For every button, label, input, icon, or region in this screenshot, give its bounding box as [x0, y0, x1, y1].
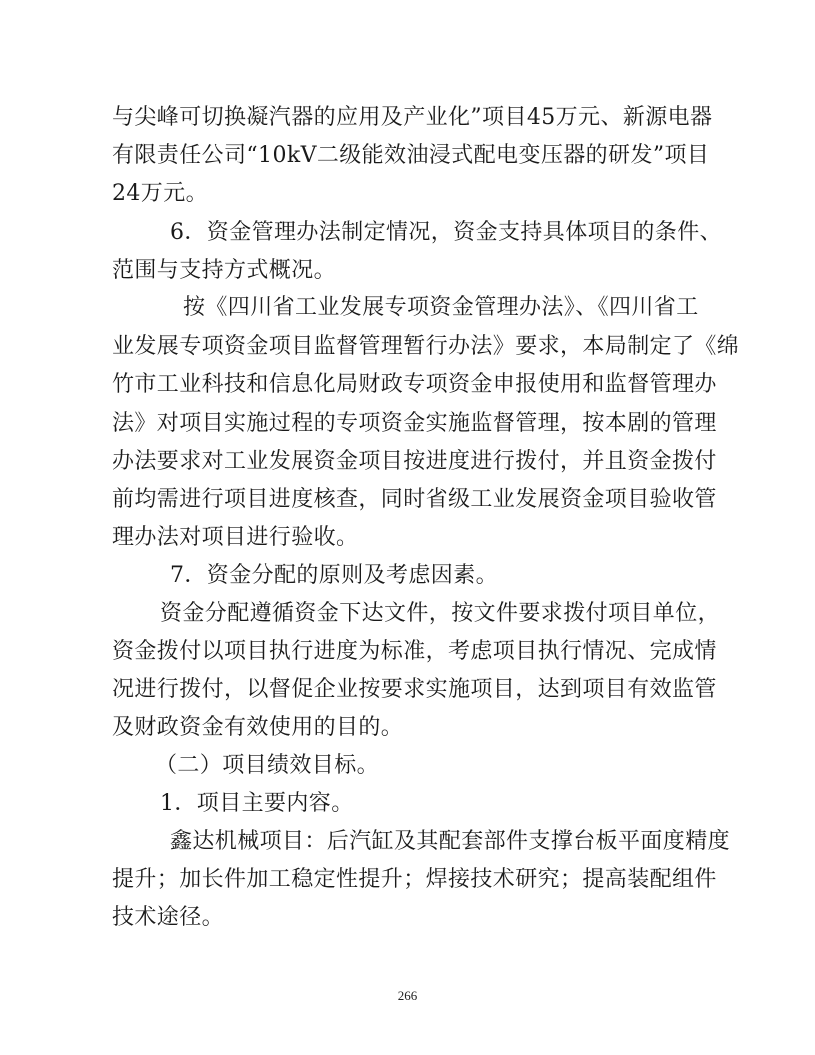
- body-line: 及财政资金有效使用的目的。: [112, 715, 404, 740]
- body-line: 按《四川省工业发展专项资金管理办法》、《四川省工: [183, 295, 699, 320]
- section-heading-6: 6．资金管理办法制定情况，资金支持具体项目的条件、: [170, 220, 722, 245]
- body-line: 前均需进行项目进度核查，同时省级工业发展资金项目验收管: [112, 487, 717, 512]
- section-heading-7: 7．资金分配的原则及考虑因素。: [170, 563, 498, 588]
- body-line: 资金拨付以项目执行进度为标准，考虑项目执行情况、完成情: [112, 639, 717, 664]
- subsection-heading-1: 1．项目主要内容。: [160, 791, 354, 816]
- body-line: 技术途径。: [112, 905, 225, 930]
- section-heading-2: （二）项目绩效目标。: [155, 753, 380, 778]
- body-line: 法》对项目实施过程的专项资金实施监督管理，按本剧的管理: [112, 411, 717, 436]
- body-line: 况进行拨付，以督促企业按要求实施项目，达到项目有效监管: [112, 677, 717, 702]
- body-line: 范围与支持方式概况。: [112, 258, 337, 283]
- body-line: 24万元。: [112, 181, 208, 206]
- page-number: 266: [397, 988, 418, 1003]
- body-line: 资金分配遵循资金下达文件，按文件要求拨付项目单位，: [160, 601, 721, 626]
- body-line: 理办法对项目进行验收。: [112, 525, 359, 550]
- body-line: 提升；加长件加工稳定性提升；焊接技术研究；提高装配组件: [112, 867, 717, 892]
- body-line: 办法要求对工业发展资金项目按进度进行拨付，并且资金拨付: [112, 449, 717, 474]
- body-line: 有限责任公司“10kV二级能效油浸式配电变压器的研发”项目: [112, 143, 710, 168]
- body-line: 鑫达机械项目：后汽缸及其配套部件支撑台板平面度精度: [170, 829, 731, 854]
- body-line: 竹市工业科技和信息化局财政专项资金申报使用和监督管理办: [112, 372, 717, 397]
- body-line: 与尖峰可切换凝汽器的应用及产业化”项目45万元、新源电器: [112, 105, 713, 130]
- body-line: 业发展专项资金项目监督管理暂行办法》要求，本局制定了《绵: [112, 334, 740, 359]
